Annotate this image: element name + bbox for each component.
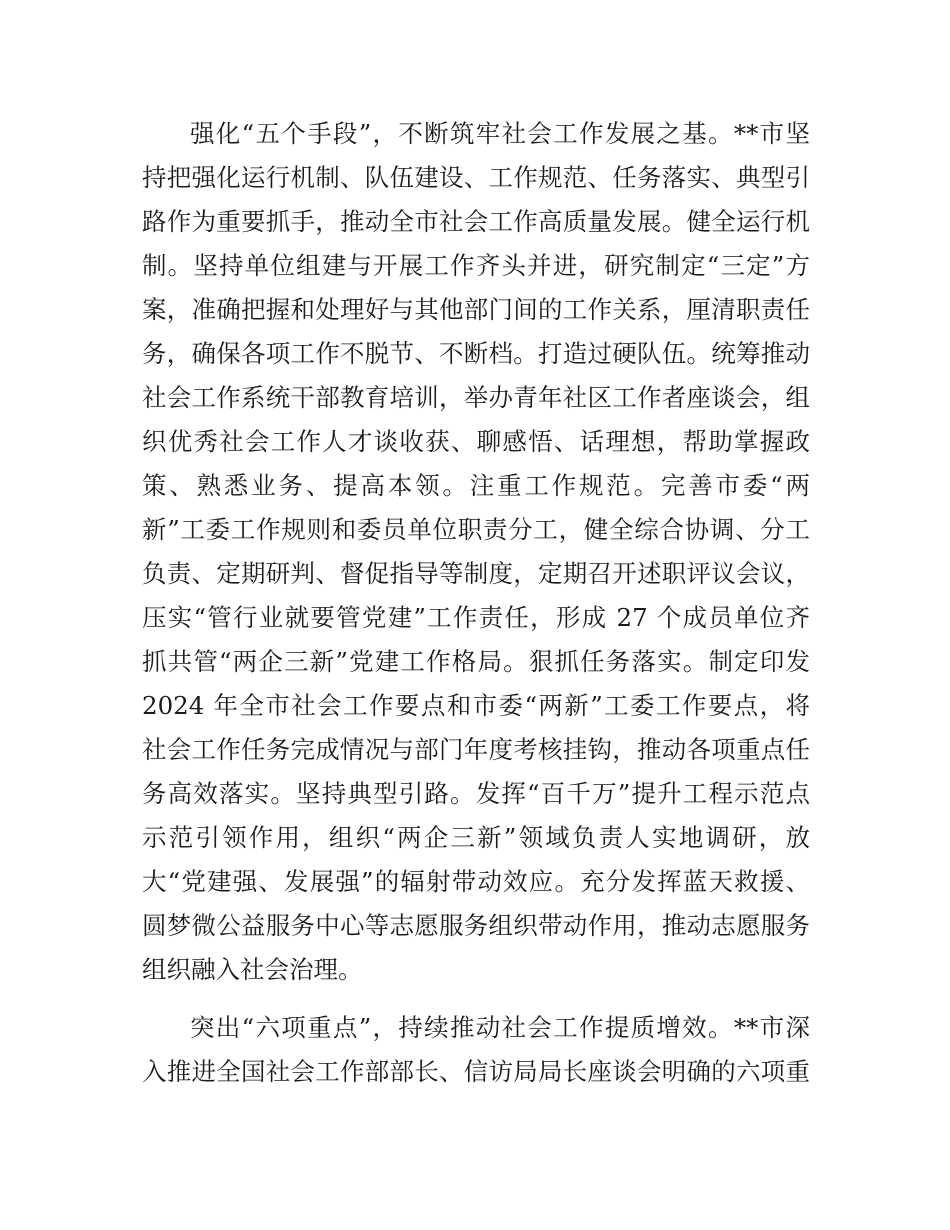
text-line: 抓共管“两企三新”党建工作格局。狠抓任务落实。制定印发	[142, 647, 810, 676]
text-line: 组织融入社会治理。	[142, 955, 363, 984]
text-line: 圆梦微公益服务中心等志愿服务组织带动作用，推动志愿服务	[142, 911, 810, 940]
text-line: 路作为重要抓手，推动全市社会工作高质量发展。健全运行机	[142, 207, 810, 236]
text-line: 务，确保各项工作不脱节、不断档。打造过硬队伍。统筹推动	[142, 339, 810, 368]
text-line: 突出“六项重点”，持续推动社会工作提质增效。**市深	[190, 1013, 810, 1042]
text-line: 负责、定期研判、督促指导等制度，定期召开述职评议会议，	[142, 559, 810, 588]
text-line: 务高效落实。坚持典型引路。发挥“百千万”提升工程示范点	[142, 779, 810, 808]
text-line: 制。坚持单位组建与开展工作齐头并进，研究制定“三定”方	[142, 251, 810, 280]
text-line: 持把强化运行机制、队伍建设、工作规范、任务落实、典型引	[142, 163, 810, 192]
text-line: 社会工作系统干部教育培训，举办青年社区工作者座谈会，组	[142, 383, 810, 412]
text-line: 入推进全国社会工作部部长、信访局局长座谈会明确的六项重	[142, 1057, 810, 1086]
text-line: 大“党建强、发展强”的辐射带动效应。充分发挥蓝天救援、	[142, 867, 810, 896]
text-line: 案，准确把握和处理好与其他部门间的工作关系，厘清职责任	[142, 295, 810, 324]
text-line: 新”工委工作规则和委员单位职责分工，健全综合协调、分工	[142, 515, 810, 544]
text-line: 织优秀社会工作人才谈收获、聊感悟、话理想，帮助掌握政	[142, 427, 810, 456]
text-line: 强化“五个手段”，不断筑牢社会工作发展之基。**市坚	[190, 119, 810, 148]
text-line: 2024 年全市社会工作要点和市委“两新”工委工作要点，将	[142, 691, 810, 720]
text-line: 社会工作任务完成情况与部门年度考核挂钩，推动各项重点任	[142, 735, 810, 764]
text-line: 压实“管行业就要管党建”工作责任，形成 27 个成员单位齐	[142, 603, 810, 632]
text-line: 策、熟悉业务、提高本领。注重工作规范。完善市委“两	[142, 471, 810, 500]
text-line: 示范引领作用，组织“两企三新”领域负责人实地调研，放	[142, 823, 810, 852]
